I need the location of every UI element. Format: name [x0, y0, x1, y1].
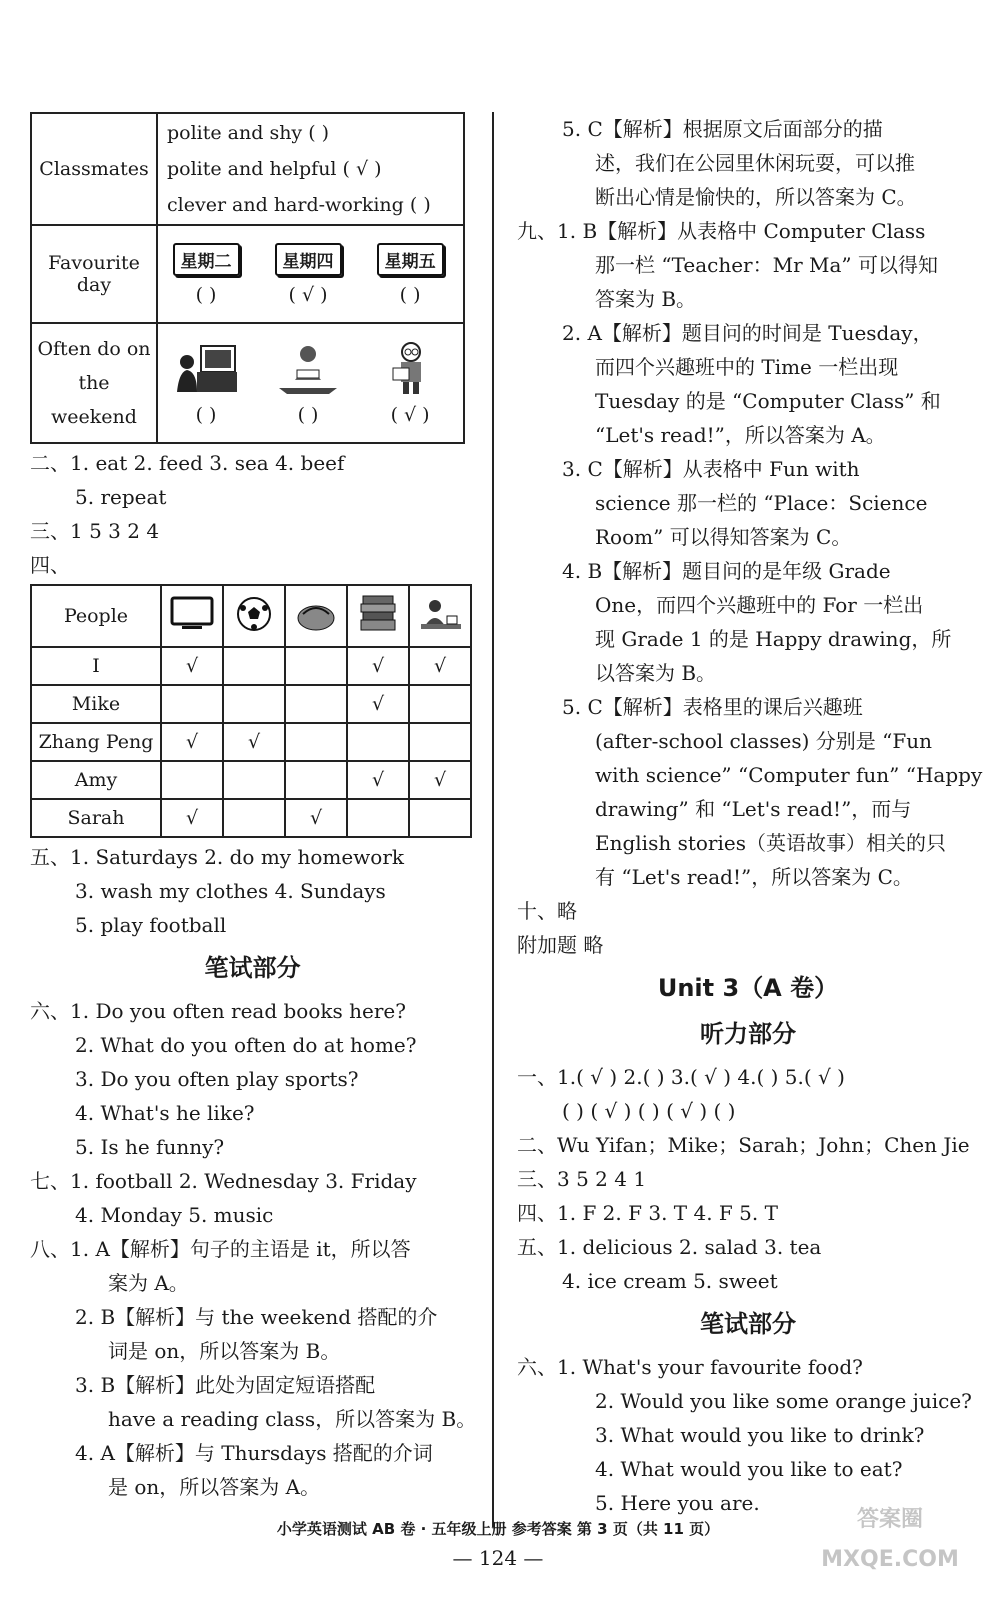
check-cell	[223, 799, 285, 837]
answer-text: 5. C【解析】表格里的课后兴趣班	[562, 695, 863, 719]
mark: ( )	[297, 404, 319, 426]
check-cell: √	[347, 685, 409, 723]
answer-wu-line3: 5. play football	[75, 913, 227, 937]
watermark-logo	[800, 1500, 980, 1580]
answer-text: 十、略	[517, 899, 577, 923]
homework-icon	[409, 585, 471, 647]
check-cell: √	[409, 761, 471, 799]
check-cell	[409, 799, 471, 837]
day-box: 星期四	[275, 243, 342, 276]
answer-liu-1: 六、1. Do you often read books here?	[30, 999, 406, 1023]
answer-qi-1: 七、1. football 2. Wednesday 3. Friday	[30, 1169, 417, 1193]
often-label-line2: the weekend	[51, 372, 137, 428]
answer-si: 四、	[30, 553, 70, 577]
answer-text: 5. C【解析】根据原文后面部分的描	[562, 117, 883, 141]
classmates-table	[30, 112, 465, 444]
answer-text: with science” “Computer fun” “Happy	[595, 763, 983, 787]
page-number: — 124 —	[452, 1546, 544, 1570]
check-cell	[285, 685, 347, 723]
answer-liu-3: 3. What would you like to drink?	[595, 1423, 925, 1447]
answer-text: Room” 可以得知答案为 C。	[595, 525, 852, 549]
answer-ba-3b: have a reading class，所以答案为 B。	[108, 1407, 477, 1431]
answer-liu-5: 5. Here you are.	[595, 1491, 760, 1515]
classmates-label: Classmates	[31, 113, 157, 225]
answer-er-line1: 二、1. eat 2. feed 3. sea 4. beef	[30, 451, 345, 475]
answer-yi-2: ( ) ( √ ) ( ) ( √ ) ( )	[562, 1099, 736, 1123]
often-label	[31, 323, 157, 443]
right-column	[517, 112, 983, 1520]
check-cell	[223, 647, 285, 685]
answer-wu-1: 五、1. delicious 2. salad 3. tea	[517, 1235, 822, 1259]
classmates-options-cell	[157, 113, 464, 225]
answer-text: 有 “Let's read!”，所以答案为 C。	[595, 865, 913, 889]
answer-wu-line2: 3. wash my clothes 4. Sundays	[75, 879, 386, 903]
answer-san: 三、3 5 2 4 1	[517, 1167, 647, 1191]
answer-liu-5: 5. Is he funny?	[75, 1135, 225, 1159]
answer-text: 述，我们在公园里休闲玩耍，可以推	[595, 151, 915, 175]
check-cell	[285, 723, 347, 761]
mark: ( √ )	[288, 283, 328, 306]
answer-si: 四、1. F 2. F 3. T 4. F 5. T	[517, 1201, 778, 1225]
check-cell	[223, 685, 285, 723]
answer-text: 4. B【解析】题目问的是年级 Grade	[562, 559, 891, 583]
written-section-title: 笔试部分	[204, 954, 301, 982]
option: polite and shy ( )	[167, 122, 330, 144]
answer-text: 2. A【解析】题目问的时间是 Tuesday，	[562, 321, 933, 345]
person-name: I	[31, 647, 161, 685]
option: clever and hard-working ( )	[167, 194, 431, 216]
answer-text: One，而四个兴趣班中的 For 一栏出	[595, 593, 924, 617]
answer-wu-line1: 五、1. Saturdays 2. do my homework	[30, 845, 405, 869]
answer-text: “Let's read!”，所以答案为 A。	[595, 423, 886, 447]
option: polite and helpful ( √ )	[167, 158, 382, 180]
answer-text: 那一栏 “Teacher：Mr Ma” 可以得知	[595, 253, 938, 277]
answer-liu-2: 2. Would you like some orange juice?	[595, 1389, 972, 1413]
check-cell: √	[161, 799, 223, 837]
check-cell: √	[347, 761, 409, 799]
answer-text: drawing” 和 “Let's read!”，而与	[595, 797, 912, 821]
watermark-text: 答案圈 MXQE.COM	[821, 1507, 959, 1572]
check-cell: √	[223, 723, 285, 761]
check-cell	[409, 723, 471, 761]
favourite-day-cell	[157, 225, 464, 323]
day-box: 星期五	[377, 243, 444, 276]
unit-title: Unit 3（A 卷）	[657, 974, 839, 1002]
mark: ( )	[195, 404, 217, 426]
check-cell	[347, 799, 409, 837]
answer-text: 以答案为 B。	[595, 661, 717, 685]
check-cell	[223, 761, 285, 799]
mark: ( )	[195, 283, 217, 306]
left-column	[30, 112, 475, 1504]
check-cell	[409, 685, 471, 723]
answer-er: 二、Wu Yifan；Mike；Sarah；John；Chen Jie	[517, 1133, 970, 1157]
answer-text: Tuesday 的是 “Computer Class” 和	[595, 389, 941, 413]
footer-info: 小学英语测试 AB 卷 · 五年级上册 参考答案 第 3 页（共 11 页）	[276, 1520, 720, 1538]
often-label-line1: Often do on	[37, 338, 151, 360]
answer-san: 三、1 5 3 2 4	[30, 519, 160, 543]
answer-liu-4: 4. What would you like to eat?	[595, 1457, 903, 1481]
books-icon	[347, 585, 409, 647]
answer-text: English stories（英语故事）相关的只	[595, 831, 946, 855]
answer-qi-2: 4. Monday 5. music	[75, 1203, 274, 1227]
person-name: Mike	[31, 685, 161, 723]
person-name: Zhang Peng	[31, 723, 161, 761]
favourite-day-label: Favourite day	[31, 225, 157, 323]
answer-wu-2: 4. ice cream 5. sweet	[562, 1269, 778, 1293]
check-cell	[285, 647, 347, 685]
answer-yi-1: 一、1.( √ ) 2.( ) 3.( √ ) 4.( ) 5.( √ )	[517, 1065, 845, 1089]
answer-text: 现 Grade 1 的是 Happy drawing，所	[595, 627, 952, 651]
answer-text: 而四个兴趣班中的 Time 一栏出现	[595, 355, 899, 379]
answer-liu-1: 六、1. What's your favourite food?	[517, 1355, 863, 1379]
answer-liu-2: 2. What do you often do at home?	[75, 1033, 417, 1057]
grandpa-reading-picture	[362, 340, 458, 401]
answer-text: 断出心情是愉快的，所以答案为 C。	[595, 185, 917, 209]
answer-ba-4b: 是 on，所以答案为 A。	[108, 1475, 321, 1499]
often-pictures-cell	[157, 323, 464, 443]
answer-text: 3. C【解析】从表格中 Fun with	[562, 457, 860, 481]
reading-picture	[260, 340, 356, 401]
answer-ba-4a: 4. A【解析】与 Thursdays 搭配的介词	[75, 1441, 433, 1465]
column-divider	[492, 112, 494, 1527]
answer-text: 附加题 略	[517, 933, 604, 957]
check-cell: √	[161, 647, 223, 685]
mark: ( )	[399, 283, 421, 306]
answer-ba-3a: 3. B【解析】此处为固定短语搭配	[75, 1373, 376, 1397]
answer-ba-1a: 八、1. A【解析】句子的主语是 it，所以答	[30, 1237, 411, 1261]
answer-text: 九、1. B【解析】从表格中 Computer Class	[517, 219, 926, 243]
laundry-icon	[285, 585, 347, 647]
tv-icon	[161, 585, 223, 647]
football-icon	[223, 585, 285, 647]
person-name: Amy	[31, 761, 161, 799]
person-name: Sarah	[31, 799, 161, 837]
check-cell: √	[285, 799, 347, 837]
activity-table	[30, 584, 472, 838]
check-cell: √	[409, 647, 471, 685]
tv-watching-picture	[158, 340, 254, 401]
check-cell: √	[161, 723, 223, 761]
written-section-title: 笔试部分	[700, 1310, 796, 1338]
check-cell: √	[347, 647, 409, 685]
answer-text: 答案为 B。	[595, 287, 697, 311]
check-cell	[161, 761, 223, 799]
answer-ba-2a: 2. B【解析】与 the weekend 搭配的介	[75, 1305, 438, 1329]
answer-er-line2: 5. repeat	[75, 485, 167, 509]
listening-section-title: 听力部分	[700, 1020, 796, 1048]
answer-text: science 那一栏的 “Place：Science	[595, 491, 928, 515]
answer-ba-1b: 案为 A。	[108, 1271, 189, 1295]
answer-text: (after-school classes) 分别是 “Fun	[595, 729, 933, 753]
answer-liu-3: 3. Do you often play sports?	[75, 1067, 359, 1091]
check-cell	[347, 723, 409, 761]
check-cell	[161, 685, 223, 723]
day-box: 星期二	[173, 243, 240, 276]
answer-liu-4: 4. What's he like?	[75, 1101, 255, 1125]
mark: ( √ )	[390, 404, 430, 426]
answer-ba-2b: 词是 on，所以答案为 B。	[108, 1339, 341, 1363]
check-cell	[285, 761, 347, 799]
people-header: People	[31, 585, 161, 647]
